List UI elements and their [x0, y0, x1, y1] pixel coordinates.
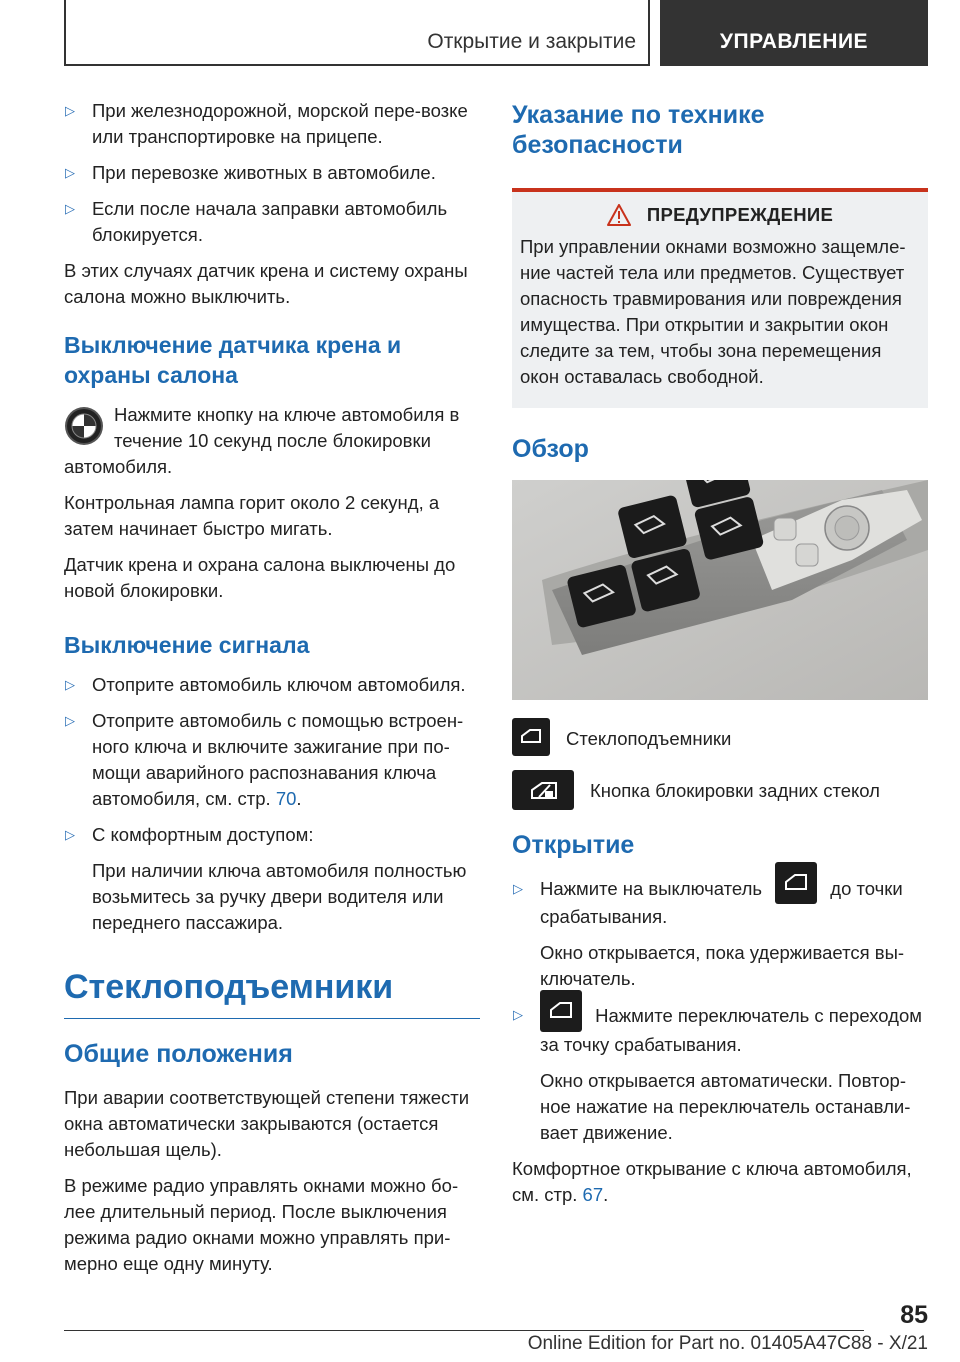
warning-box [512, 188, 928, 408]
triangle-bullet-icon: ▷ [65, 165, 75, 180]
legend-row [512, 770, 928, 810]
paragraph: Датчик крена и охрана салона выключены до новой блокировки. [64, 554, 456, 601]
warning-triangle-icon [607, 204, 631, 226]
triangle-bullet-icon: ▷ [513, 1007, 523, 1023]
bmw-key-button-icon [64, 406, 104, 446]
right-column [512, 98, 928, 1218]
page-link-67[interactable]: 67 [582, 1184, 604, 1206]
paragraph: Контрольная лампа горит около 2 секунд, а затем начинает быстро мигать. [64, 492, 440, 539]
triangle-bullet-icon: ▷ [65, 103, 75, 118]
sub-paragraph: Окно открывается, пока удерживается вы-ключатель. [540, 942, 905, 990]
list-item: ▷ Нажмите переключатель с переходом за точку срабатывания. [512, 1002, 928, 1058]
heading-tilt-sensor-off: Выключение датчика крена и охраны салона [64, 332, 402, 388]
list-item: ▷ При перевозке животных в автомобиле. [64, 160, 480, 186]
heading-opening: Открытие [512, 831, 635, 859]
heading-general: Общие положения [64, 1040, 293, 1068]
rear-window-lock-icon [512, 770, 574, 810]
triangle-bullet-icon: ▷ [65, 677, 75, 692]
heading-overview: Обзор [512, 435, 589, 463]
page-number: 85 [900, 1301, 928, 1329]
triangle-bullet-icon: ▷ [513, 881, 523, 896]
paragraph: При аварии соответствующей степени тяжести окна автоматически закрываются (остается небольшая щель). [64, 1087, 470, 1160]
legend-row [512, 718, 928, 756]
left-column [64, 98, 480, 1287]
window-switch-icon [775, 862, 817, 904]
triangle-bullet-icon: ▷ [65, 201, 75, 216]
list-item: ▷ С комфортным доступом: [64, 822, 480, 848]
window-switch-auto-icon [540, 990, 582, 1032]
paragraph: В режиме радио управлять окнами можно бо-лее длительный период. После выключения режима радио окнами можно управлять при-мерно еще одну минуту. [64, 1175, 459, 1274]
list-item: ▷ При железнодорожной, морской пере-возке или транспортировке на прицепе. [65, 100, 468, 147]
section-title: Открытие и закрытие [64, 0, 650, 66]
list-item: ▷ Нажмите на выключатель до точки срабатывания. [512, 876, 928, 930]
warning-header: ПРЕДУПРЕЖДЕНИЕ [520, 204, 920, 226]
footer-edition: Online Edition for Part no. 01405A47C88 - X/21 [527, 1333, 928, 1354]
chapter-tab: УПРАВЛЕНИЕ [660, 0, 928, 66]
triangle-bullet-icon: ▷ [65, 827, 75, 842]
window-switch-icon [512, 718, 550, 756]
paragraph: Нажмите кнопку на ключе автомобиля в течение 10 секунд после блокировки автомобиля. [64, 404, 460, 477]
paragraph: Комфортное открывание с ключа автомобиля, см. стр. 67. [512, 1158, 912, 1206]
page-link-70[interactable]: 70 [275, 788, 297, 809]
window-switch-panel-photo [512, 480, 928, 700]
heading-safety: Указание по технике безопасности [512, 101, 765, 159]
list-item: ▷ Отоприте автомобиль ключом автомобиля. [64, 672, 480, 698]
paragraph: В этих случаях датчик крена и систему охраны салона можно выключить. [64, 260, 468, 307]
sub-paragraph: Окно открывается автоматически. Повтор-ное нажатие на переключатель останавли-вает движение. [540, 1070, 911, 1144]
heading-windows: Стеклоподъемники [64, 966, 480, 1019]
sub-paragraph: При наличии ключа автомобиля полностью возьмитесь за ручку двери водителя или переднего пассажира. [92, 860, 467, 933]
legend-label: Кнопка блокировки задних стекол [590, 780, 880, 801]
heading-alarm-off: Выключение сигнала [64, 632, 310, 658]
triangle-bullet-icon: ▷ [65, 713, 75, 728]
footer-divider [64, 1330, 864, 1331]
list-item: ▷ Отоприте автомобиль с помощью встроен-ного ключа и включите зажигание при по-мощи аварийного распознавания ключа автомобиля, см. стр. 70. [65, 710, 464, 809]
legend-label: Стеклоподъемники [566, 728, 732, 749]
page-header [64, 0, 928, 66]
list-item: ▷ Если после начала заправки автомобиль блокируется. [65, 198, 448, 245]
warning-text: При управлении окнами возможно защемле-ние частей тела или предметов. Существует опасность травмирования или повреждения имущества. При открытии и закрытии окон следите за тем, чтобы зона перемещения окон оставалась свободной. [520, 236, 906, 387]
